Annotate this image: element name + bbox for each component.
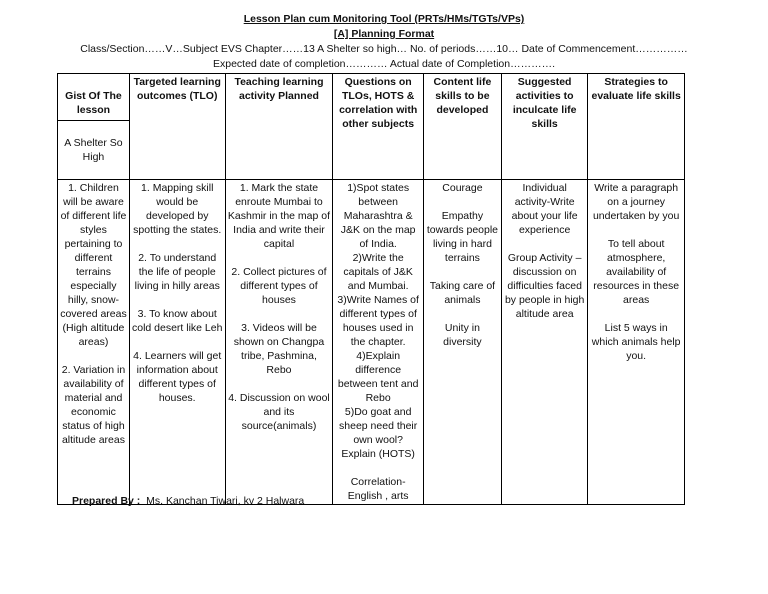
header-strategies: Strategies to evaluate life skills [588,74,685,180]
cell-teaching-activity: 1. Mark the state enroute Mumbai to Kashmir in the map of India and write their capital 2. Collect pictures of different types of houses 3. Videos will be shown on Changpa tribe, Pashmina, Rebo 4. Discussion on wool and its source(animals) [225,180,333,505]
header-gist-cell [58,74,130,180]
page-title: Lesson Plan cum Monitoring Tool (PRTs/HMs/TGTs/VPs) [243,13,525,25]
cell-suggested-activities: Individual activity-Write about your life experience Group Activity – discussion on difficulties faced by people in high altitude area [501,180,587,505]
cell-tlo: 1. Mapping skill would be developed by spotting the states. 2. To understand the life of people living in hilly areas 3. To know about cold desert like Leh 4. Learners will get information about different types of houses. [129,180,225,505]
cell-questions: 1)Spot states between Maharashtra & J&K on the map of India. 2)Write the capitals of J&K and Mumbai. 3)Write Names of different types of houses used in the chapter. 4)Explain difference between tent and Rebo 5)Do goat and sheep need their own wool? Explain (HOTS) Correlation- English , arts [333,180,423,505]
header-teaching-activity: Teaching learning activity Planned [225,74,333,180]
header-questions: Questions on TLOs, HOTS & correlation with other subjects [333,74,423,180]
cell-strategies: Write a paragraph on a journey undertaken by you To tell about atmosphere, availability of resources in these areas List 5 ways in which animals help you. [588,180,685,505]
header-life-skills: Content life skills to be developed [423,74,501,180]
prepared-by-label: Prepared By : [72,495,141,507]
completion-line: Expected date of completion………… Actual date of Completion…………. [213,58,555,70]
content-row [58,180,685,505]
class-info-line: Class/Section……V…Subject EVS Chapter……13 A Shelter so high… No. of periods……10… Date of Commencement…………… [80,43,688,55]
prepared-by [72,495,304,507]
header-gist: Gist Of The lesson [58,88,129,121]
header-tlo: Targeted learning outcomes (TLO) [129,74,225,180]
cell-life-skills: Courage Empathy towards people living in hard terrains Taking care of animals Unity in diversity [423,180,501,505]
header-suggested-activities: Suggested activities to inculcate life skills [501,74,587,180]
gist-lesson-title: A Shelter So High [64,137,123,163]
prepared-by-name: Ms. Kanchan Tiwari, kv 2 Halwara [146,495,305,507]
lesson-plan-table [57,73,685,505]
cell-gist: 1. Children will be aware of different life styles pertaining to different terrains especially hilly, snow-covered areas (High altitude areas) 2. Variation in availability of material and economic status of high altitude areas [58,180,130,505]
page-subtitle: [A] Planning Format [333,28,435,40]
header-row [58,74,685,180]
